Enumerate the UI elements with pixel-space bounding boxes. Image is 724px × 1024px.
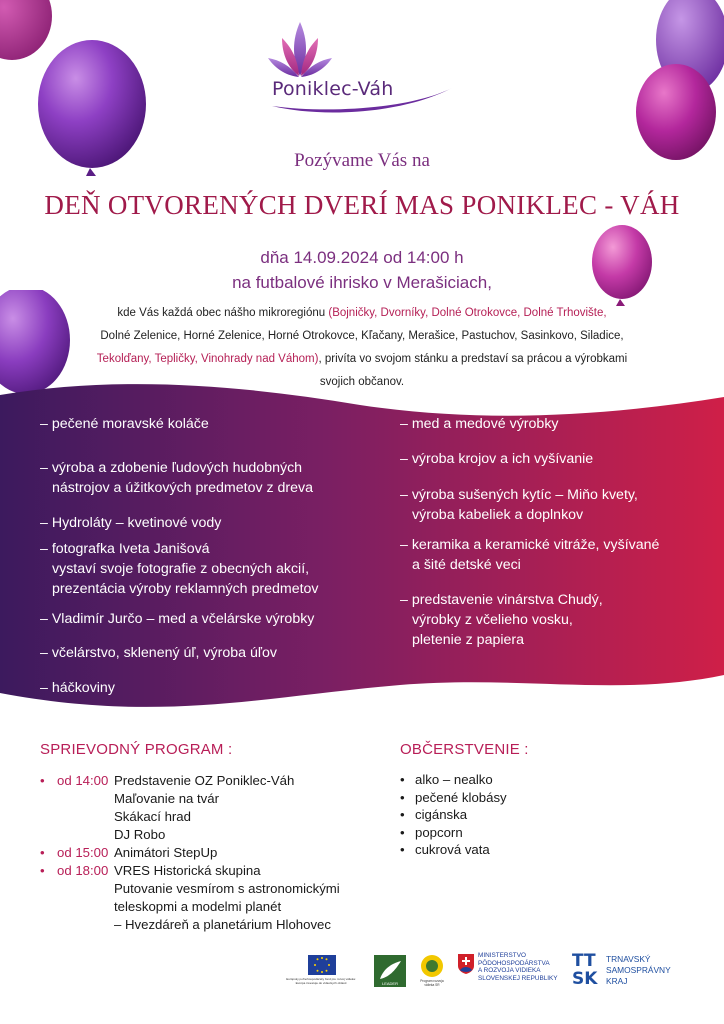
ministry-name-line: SLOVENSKEJ REPUBLIKY (478, 974, 558, 982)
eu-flag-logo (286, 955, 356, 989)
event-date: dňa 14.09.2024 od 14:00 h (260, 248, 464, 267)
stands-list-left (40, 414, 319, 698)
refreshments-heading: OBČERSTVENIE : (400, 741, 529, 758)
ministry-name-line: MINISTERSTVO (478, 952, 526, 959)
logo-brand-text: Poniklec-Váh (272, 78, 394, 100)
invitation-line: Pozývame Vás na (294, 150, 430, 171)
stand-item: – predstavenie vinárstva Chudý, výrobky z včelieho vosku, pletenie z papiera (400, 592, 603, 648)
prv-icon (420, 954, 444, 978)
poniklec-vah-logo (262, 18, 462, 118)
program-list (40, 772, 340, 934)
intro-villages: Tekolďany, Tepličky, Vinohrady nad Váhom) (96, 353, 319, 365)
prv-logo (420, 954, 444, 988)
program-row: • od 15:00 Animátori StepUp (40, 845, 218, 860)
stand-item: – Hydroláty – kvetinové vody (40, 515, 222, 531)
stand-item: – výroba a zdobenie ľudových hudobných nástrojov a úžitkových predmetov z dreva (40, 460, 314, 496)
stands-list-right (400, 414, 659, 650)
ministry-name-line: PÔDOHOSPODÁRSTVA (478, 959, 550, 967)
stand-item: – výroba krojov a ich vyšívanie (400, 451, 594, 467)
ttsk-text-line: KRAJ (606, 976, 628, 986)
stand-item: – fotografka Iveta Janišová vystaví svoje fotografie z obecných akcií, prezentácia výroby reklamných predmetov (40, 541, 319, 597)
stand-item: – med a medové výrobky (400, 416, 559, 432)
slovak-coat-of-arms-icon (458, 954, 474, 974)
eu-caption: Európsky poľnohospodársky fond pre rozvoj vidieka: Európa investuje do vidieckych oblastí (286, 977, 356, 985)
leader-text: LEADER (381, 981, 398, 986)
refreshments-list (400, 771, 507, 859)
prv-caption: Program rozvoja vidieka SR (420, 979, 444, 987)
program-row: teleskopmi a modelmi planét (114, 899, 282, 914)
event-title: DEŇ OTVORENÝCH DVERÍ MAS PONIKLEC - VÁH (44, 190, 680, 220)
ttsk-mark-line: SK (572, 969, 598, 989)
program-row: • od 14:00 Predstavenie OZ Poniklec-Váh (40, 773, 295, 788)
ttsk-mark-line: TT (572, 951, 596, 971)
refreshment-item: • popcorn (400, 824, 463, 840)
program-row: Putovanie vesmírom s astronomickými (114, 881, 340, 896)
intro-text: kde Vás každá obec nášho mikroregiónu (117, 307, 329, 319)
stand-item: – pečené moravské koláče (40, 416, 209, 432)
stand-item: – háčkoviny (40, 680, 115, 696)
eu-flag-icon (308, 955, 336, 975)
intro-line-3 (80, 353, 644, 365)
intro-line-4: svojich občanov. (319, 376, 405, 388)
program-row: • od 18:00 VRES Historická skupina (40, 863, 261, 878)
refreshment-item: • cigánska (400, 807, 468, 822)
flower-icon (262, 18, 462, 118)
leader-logo (374, 955, 406, 987)
stand-item: – Vladimír Jurčo – med a včelárske výrobky (40, 611, 315, 627)
refreshment-item: • cukrová vata (400, 842, 490, 857)
program-row: Skákací hrad (114, 809, 191, 824)
ministry-name-line: A ROZVOJA VIDIEKA (478, 967, 541, 975)
stand-item: – výroba sušených kytíc – Miňo kvety, výroba kabeliek a doplnkov (400, 487, 638, 523)
ttsk-logo (572, 952, 692, 992)
ttsk-text-line: TRNAVSKÝ (606, 954, 651, 964)
intro-line-2: Dolné Zelenice, Horné Zelenice, Horné Otrokovce, Kľačany, Merašice, Pastuchov, Sasinkovo, Siladice, (100, 330, 624, 342)
ministry-logo (458, 952, 566, 990)
refreshment-item: • pečené klobásy (400, 789, 507, 805)
intro-villages: (Bojničky, Dvorníky, Dolné Otrokovce, Dolné Trhovište, (328, 307, 607, 319)
program-row: Maľovanie na tvár (114, 791, 220, 806)
intro-line-1 (80, 307, 644, 319)
event-venue: na futbalové ihrisko v Merašiciach, (232, 273, 492, 292)
intro-text: , privíta vo svojom stánku a predstaví sa prácou a výrobkami (318, 353, 628, 365)
program-row: DJ Robo (114, 827, 166, 842)
stand-item: – keramika a keramické vitráže, vyšívané a šité detské veci (400, 537, 660, 573)
refreshment-item: • alko – nealko (400, 772, 493, 787)
ttsk-text-line: SAMOSPRÁVNY (606, 965, 671, 975)
program-row: – Hvezdáreň a planetárium Hlohovec (114, 917, 331, 932)
stand-item: – včelárstvo, sklenený úľ, výroba úľov (40, 645, 277, 661)
program-heading: SPRIEVODNÝ PROGRAM : (40, 741, 233, 758)
